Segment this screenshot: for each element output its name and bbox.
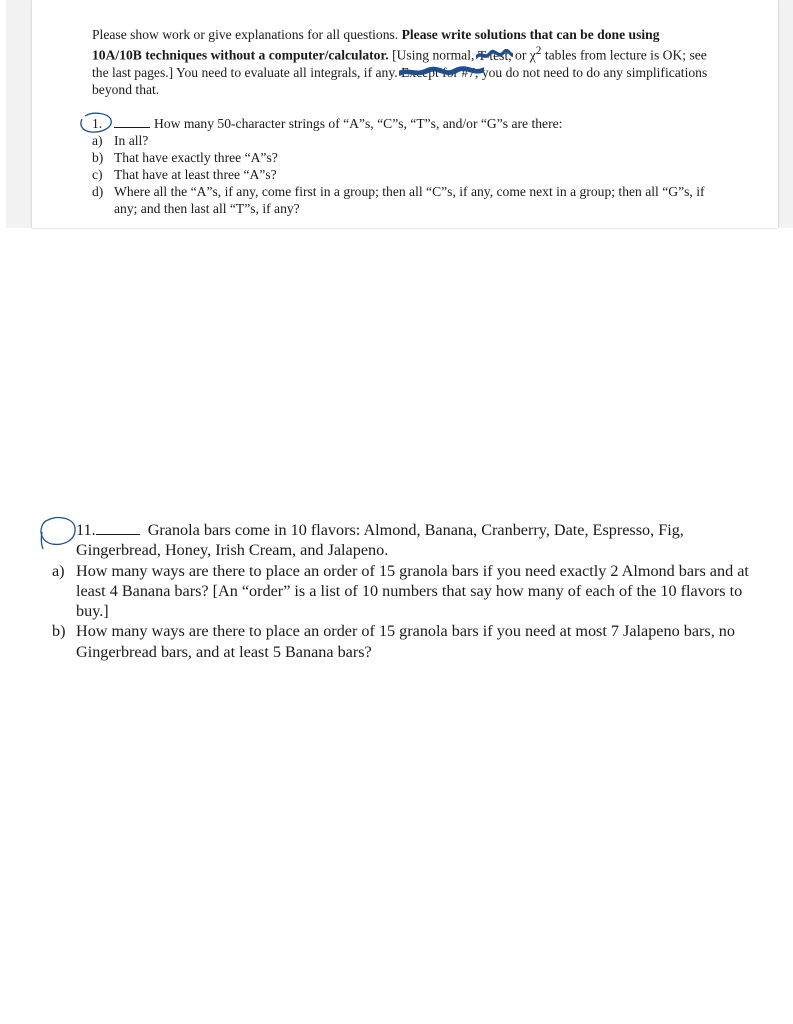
question-11-part-a — [52, 561, 762, 622]
question-number: 1. — [92, 116, 103, 131]
question-prompt: How many 50-character strings of “A”s, “C”s, “T”s, and/or “G”s are there: — [154, 116, 563, 131]
struck-text-except — [401, 64, 478, 81]
chi-superscript: 2 — [535, 45, 542, 58]
instructions-text-4: tables from lecture is OK; see the last pages.] You need to evaluate all integrals, if any. — [92, 47, 707, 81]
answer-blank — [114, 115, 150, 128]
question-1-header — [92, 115, 712, 132]
question-1 — [92, 115, 712, 217]
part-text: That have exactly three “A”s? — [114, 150, 278, 165]
question-number: 11. — [76, 521, 96, 539]
question-1-part-c — [92, 166, 712, 183]
struck-text-except-label: Except for #7, — [401, 65, 479, 81]
instructions-text-5: you do not need to do any simplifications beyond that. — [92, 65, 708, 98]
part-label: c) — [92, 167, 103, 182]
instructions-bold: Please write solutions that can be done using 10A/10B techniques without a computer/calculator. — [92, 27, 660, 63]
instructions-paragraph — [92, 26, 712, 99]
instructions-text-2: [Using normal, — [388, 47, 478, 63]
part-text: In all? — [114, 133, 149, 148]
answer-blank — [96, 520, 140, 535]
struck-text-ttest-label: T-test, — [477, 47, 512, 63]
part-label: a) — [52, 561, 65, 580]
part-label: b) — [92, 150, 104, 165]
question-1-part-b — [92, 149, 712, 166]
instructions-text-3: or χ — [511, 47, 536, 63]
part-label: b) — [52, 622, 66, 641]
part-label: d) — [92, 184, 104, 199]
part-text: That have at least three “A”s? — [114, 167, 277, 182]
question-prompt: Granola bars come in 10 flavors: Almond, Banana, Cranberry, Date, Espresso, Fig, Gingerbread, Honey, Irish Cream, and Jalapeno. — [76, 521, 684, 560]
question-1-part-a — [92, 132, 712, 149]
part-text: How many ways are there to place an order of 15 granola bars if you need at most 7 Jalapeno bars, no Gingerbread bars, and at least 5 Banana bars? — [76, 622, 735, 661]
question-11-header — [52, 520, 762, 561]
part-label: a) — [92, 133, 103, 148]
question-1-part-d — [92, 183, 712, 217]
struck-text-ttest — [478, 47, 512, 64]
question-11 — [52, 520, 762, 662]
part-text: How many ways are there to place an order of 15 granola bars if you need exactly 2 Almond bars and at least 4 Banana bars? [An “order” is a list of 10 numbers that say how many of each of the 10 flavors to buy.] — [76, 561, 749, 621]
question-11-part-b — [52, 621, 762, 662]
instructions-text-1: Please show work or give explanations for all questions. — [92, 27, 402, 42]
part-text: Where all the “A”s, if any, come first in a group; then all “C”s, if any, come next in a group; then all “G”s, if any; and then last all “T”s, if any? — [114, 184, 705, 216]
